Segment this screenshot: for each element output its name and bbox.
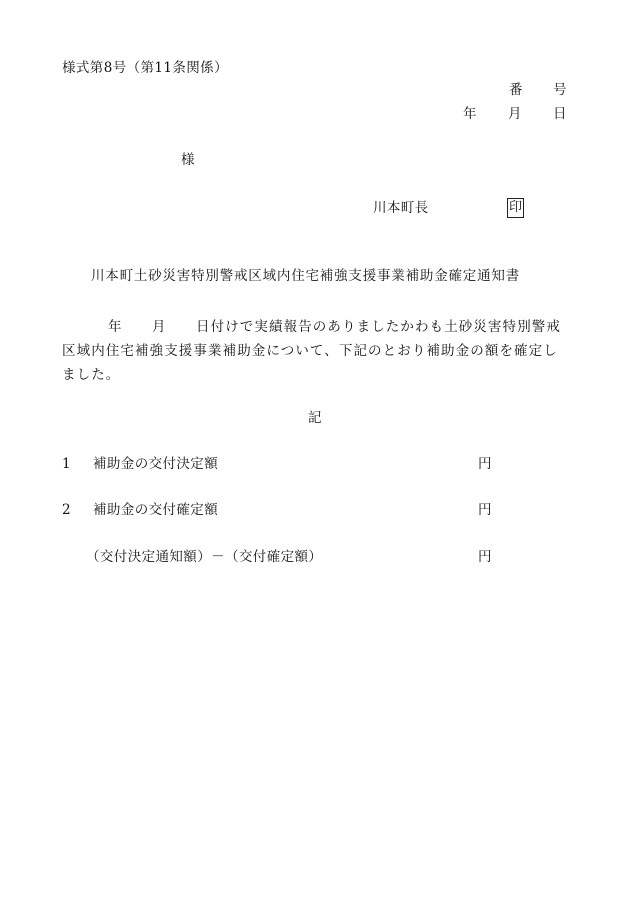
seal-mark [507,197,524,218]
difference-label: （交付決定通知額）－（交付確定額） [86,549,323,565]
body-year: 年 [108,319,122,335]
body-month: 月 [152,319,166,335]
item-1-num: 1 [62,456,71,472]
seal-box: 印 [507,198,524,218]
issuer-name: 川本町長 [373,200,429,216]
document-title: 川本町土砂災害特別警戒区域内住宅補強支援事業補助金確定通知書 [91,268,520,284]
body-line3: ました。 [62,367,121,383]
ki-heading: 記 [308,410,322,426]
date-year: 年 [463,106,477,122]
body-line2: 区域内住宅補強支援事業補助金について、下記のとおり補助金の額を確定し [62,343,558,359]
difference-unit: 円 [478,549,492,565]
addressee-suffix: 様 [181,152,195,168]
item-2-num: 2 [62,502,71,518]
item-1-label: 補助金の交付決定額 [93,456,219,472]
date-day: 日 [553,106,567,122]
number-ban: 番 [509,82,523,98]
body-line1: 日付けで実績報告のありましたかわも土砂災害特別警戒 [196,319,561,335]
date-month: 月 [508,106,522,122]
number-go: 号 [553,82,567,98]
item-2-unit: 円 [478,502,492,518]
item-2-label: 補助金の交付確定額 [93,502,219,518]
form-label: 様式第8号（第11条関係） [62,60,228,76]
item-1-unit: 円 [478,456,492,472]
